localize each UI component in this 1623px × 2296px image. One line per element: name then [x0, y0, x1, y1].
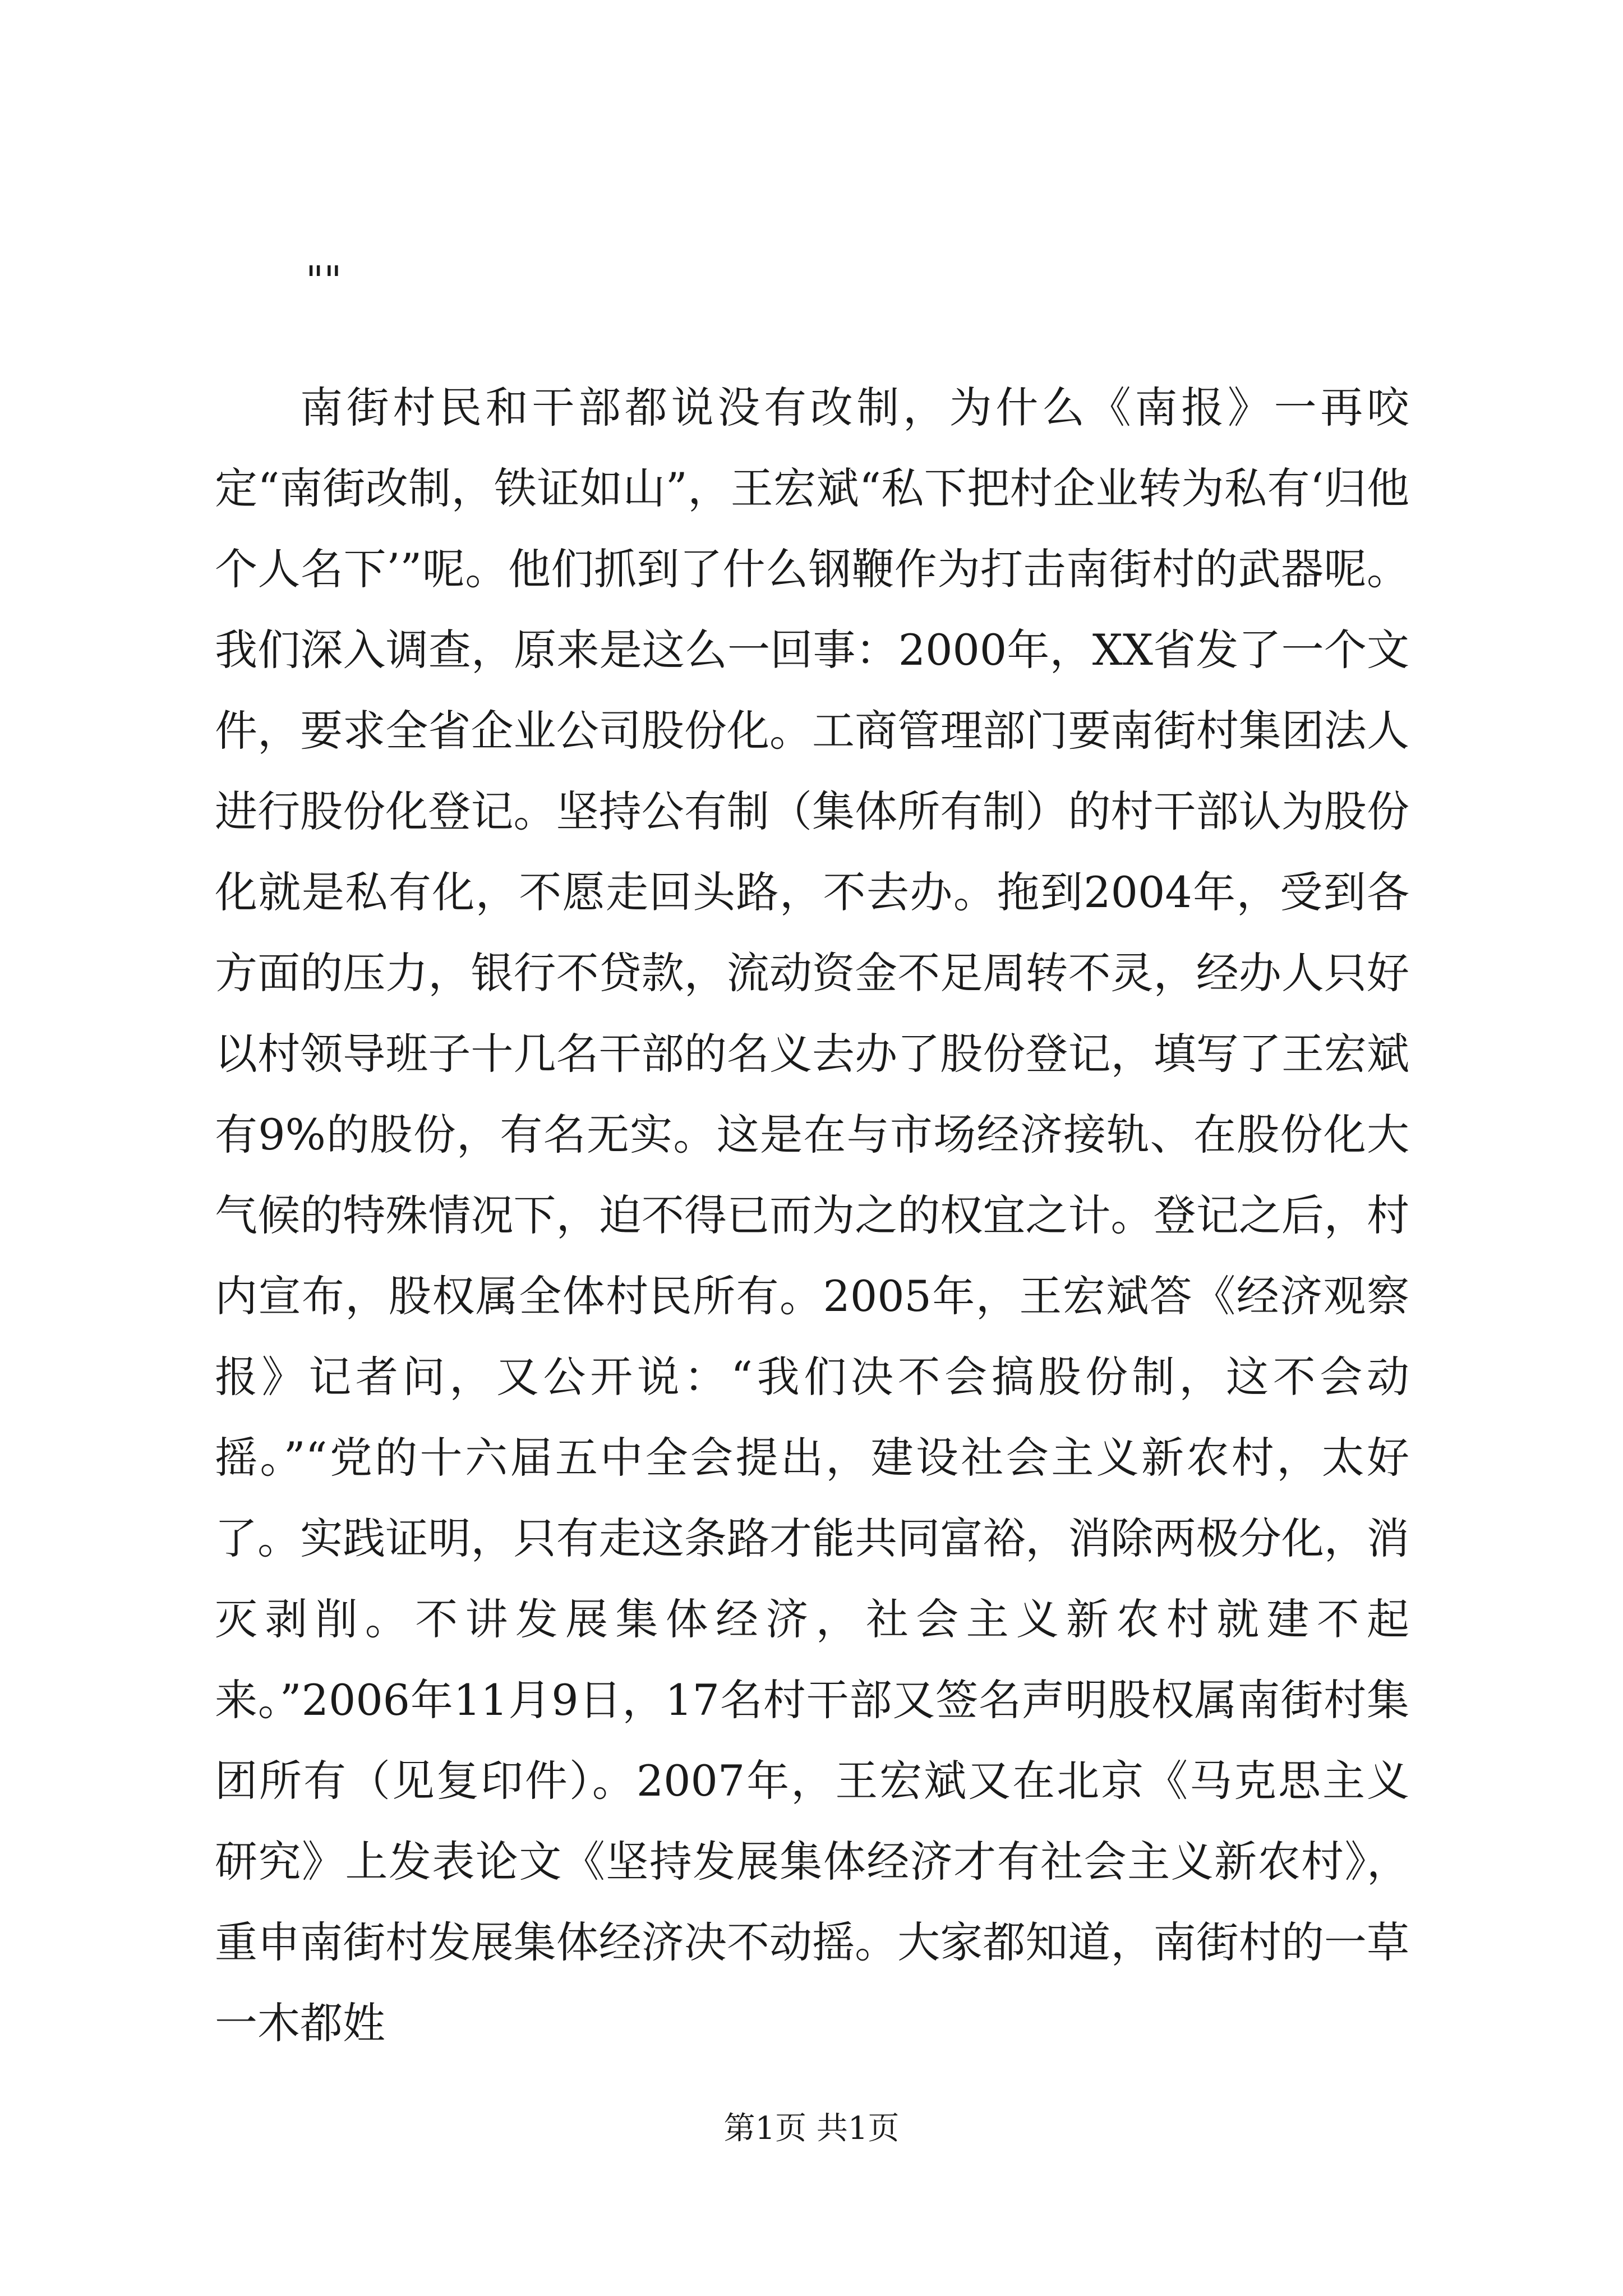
page-number: 第1页 共1页: [723, 2110, 900, 2147]
body-paragraph: 南街村民和干部都说没有改制，为什么《南报》一再咬定“南街改制，铁证如山”，王宏斌“私下把村企业转为私有‘归他个人名下’”呢。他们抓到了什么钢鞭作为打击南街村的武器呢。我们深入调查，原来是这么一回事：2000年，XX省发了一个文件，要求全省企业公司股份化。工商管理部门要南街村集团法人进行股份化登记。坚持公有制（集体所有制）的村干部认为股份化就是私有化，不愿走回头路，不去办。拖到2004年，受到各方面的压力，银行不贷款，流动资金不足周转不灵，经办人只好以村领导班子十几名干部的名义去办了股份登记，填写了王宏斌有9%的股份，有名无实。这是在与市场经济接轨、在股份化大气候的特殊情况下，迫不得已而为之的权宜之计。登记之后，村内宣布，股权属全体村民所有。2005年，王宏斌答《经济观察报》记者问，又公开说：“我们决不会搞股份制，这不会动摇。”“党的十六届五中全会提出，建设社会主义新农村，太好了。实践证明，只有走这条路才能共同富裕，消除两极分化，消灭剥削。不讲发展集体经济，社会主义新农村就建不起来。”2006年11月9日，17名村干部又签名声明股权属南街村集团所有（见复印件）。2007年，王宏斌又在北京《马克思主义研究》上发表论文《坚持发展集体经济才有社会主义新农村》，重申南街村发展集体经济决不动摇。大家都知道，南街村的一草一木都姓: [215, 383, 1409, 2048]
quote-marks: "": [306, 257, 342, 303]
